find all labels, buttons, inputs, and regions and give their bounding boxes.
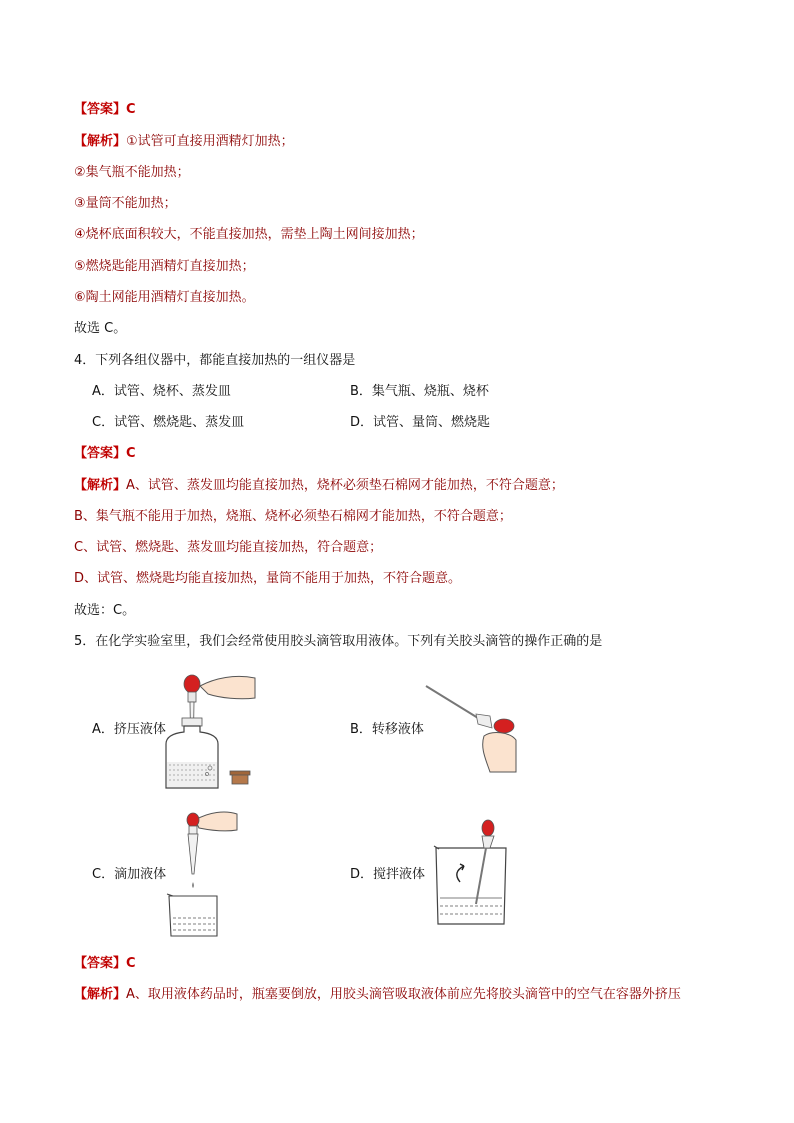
- q4-analysis-line-1: [74, 477, 564, 495]
- q4-option-c: C．试管、燃烧匙、蒸发皿: [92, 415, 245, 430]
- q4-answer-line: [74, 445, 136, 463]
- q5-analysis-line-1: [74, 986, 681, 1004]
- q5-option-d: D．搅拌液体: [350, 867, 426, 882]
- analysis-text: A、取用液体药品时，瓶塞要倒放，用胶头滴管吸取液体前应先将胶头滴管中的空气在容器外挤压: [126, 987, 681, 1002]
- q5-option-b: B．转移液体: [350, 722, 424, 737]
- q4-option-a: A．试管、烧杯、蒸发皿: [92, 384, 231, 399]
- figure-b-dropper-upside-down: [420, 680, 524, 776]
- q4-analysis-line-3: C、试管、燃烧匙、蒸发皿均能直接加热，符合题意；: [74, 540, 383, 555]
- q4-analysis-line-2: B、集气瓶不能用于加热，烧瓶、烧杯必须垫石棉网才能加热，不符合题意；: [74, 509, 512, 524]
- analysis-tag: 【解析】: [74, 134, 127, 149]
- figure-d-stirring-in-beaker: [430, 818, 512, 928]
- analysis-text: ①试管可直接用酒精灯加热；: [126, 134, 294, 149]
- q4-analysis-line-4: D、试管、燃烧匙均能直接加热，量筒不能用于加热，不符合题意。: [74, 571, 462, 586]
- analysis-text: A、试管、蒸发皿均能直接加热，烧杯必须垫石棉网才能加热，不符合题意；: [126, 478, 564, 493]
- analysis-tag: 【解析】: [74, 478, 127, 493]
- q4-option-b: B．集气瓶、烧瓶、烧杯: [350, 384, 489, 399]
- answer-tag: 【答案】: [74, 956, 127, 971]
- answer-value: C: [126, 956, 136, 971]
- q5-option-a: A．挤压液体: [92, 722, 166, 737]
- q4-option-d: D．试管、量筒、燃烧匙: [350, 415, 491, 430]
- q5-stem: 5．在化学实验室里，我们会经常使用胶头滴管取用液体。下列有关胶头滴管的操作正确的是: [74, 634, 603, 649]
- figure-c-dropper-over-beaker: [165, 806, 245, 940]
- answer-tag: 【答案】: [74, 446, 127, 461]
- q3-analysis-line-3: ③量筒不能加热；: [74, 196, 177, 211]
- analysis-tag: 【解析】: [74, 987, 127, 1002]
- q3-answer-line: [74, 101, 136, 119]
- q3-conclusion: 故选 C。: [74, 321, 127, 336]
- figure-a-squeeze-dropper-in-bottle: [160, 664, 260, 792]
- q5-answer-line: [74, 955, 136, 973]
- answer-value: C: [126, 102, 136, 117]
- q3-analysis-line-2: ②集气瓶不能加热；: [74, 165, 190, 180]
- answer-value: C: [126, 446, 136, 461]
- answer-tag: 【答案】: [74, 102, 127, 117]
- q3-analysis-line-6: ⑥陶土网能用酒精灯直接加热。: [74, 290, 255, 305]
- q4-stem: 4．下列各组仪器中，都能直接加热的一组仪器是: [74, 353, 356, 368]
- q3-analysis-line-4: ④烧杯底面积较大，不能直接加热，需垫上陶土网间接加热；: [74, 227, 424, 242]
- q3-analysis-line-5: ⑤燃烧匙能用酒精灯直接加热；: [74, 259, 255, 274]
- q5-option-c: C．滴加液体: [92, 867, 167, 882]
- q4-conclusion: 故选：C。: [74, 603, 136, 618]
- q3-analysis-line-1: [74, 133, 294, 151]
